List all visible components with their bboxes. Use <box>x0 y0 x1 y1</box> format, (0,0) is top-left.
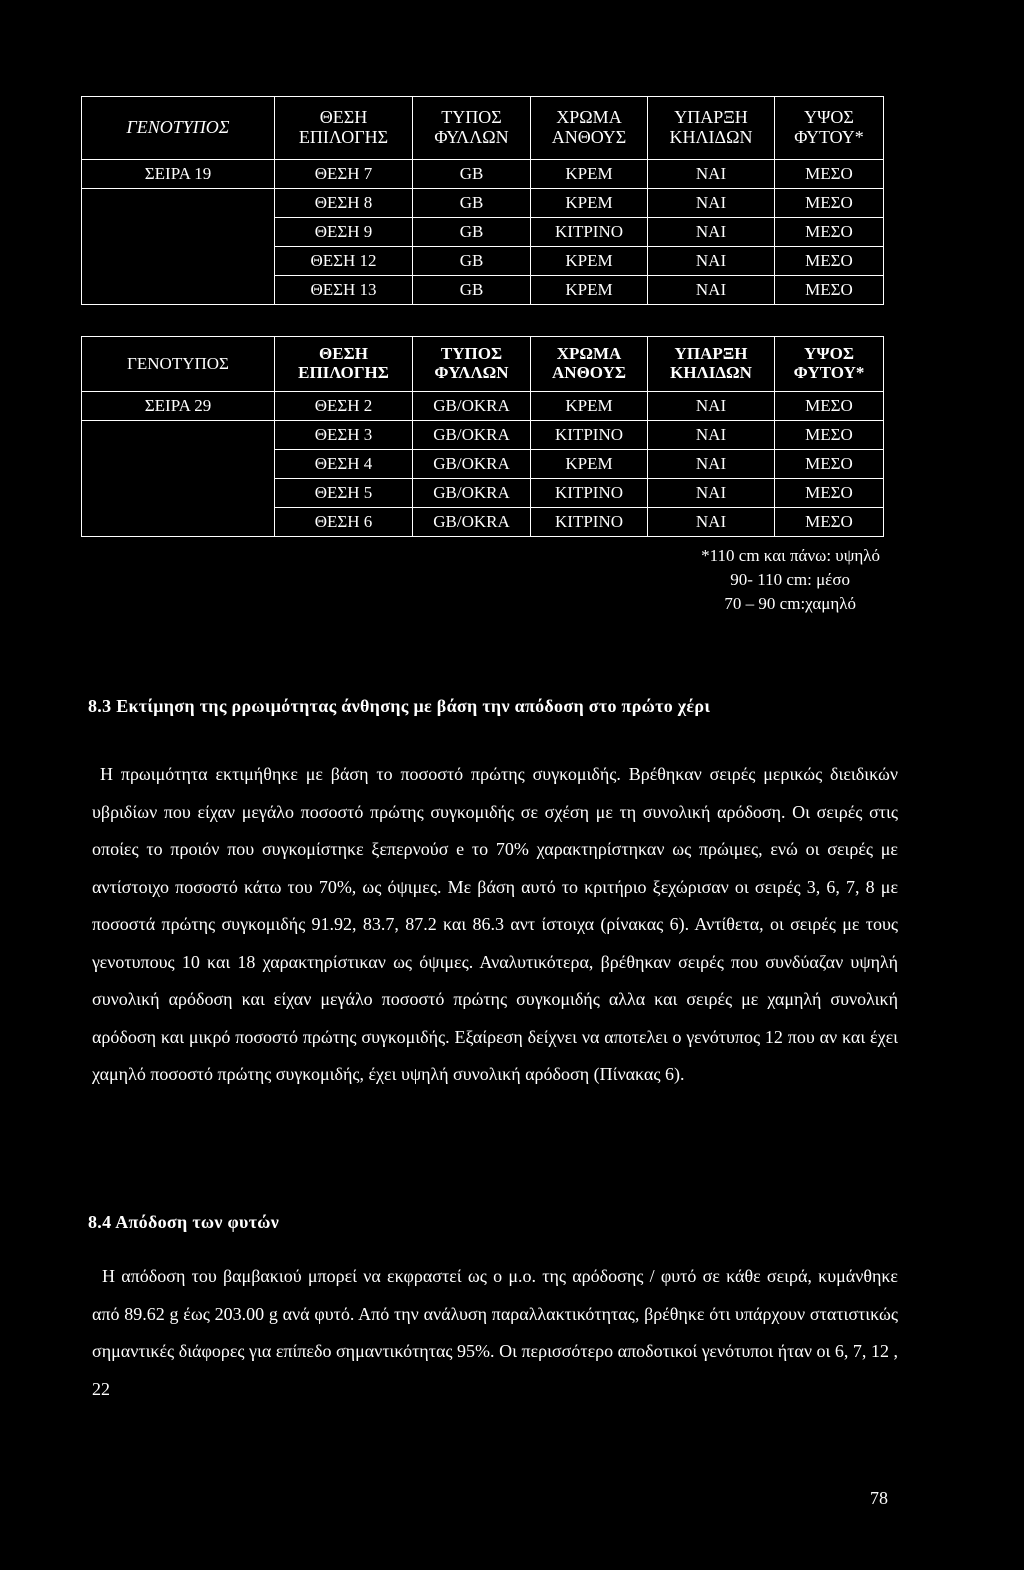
cell-genotype <box>82 479 275 508</box>
table-row <box>82 247 884 276</box>
table-row <box>82 508 884 537</box>
cell-spots: ΝΑΙ <box>648 479 775 508</box>
cell-height: ΜΕΣΟ <box>775 450 884 479</box>
header-flower-color: ΧΡΩΜΑ ΑΝΘΟΥΣ <box>531 97 648 160</box>
header-selection-position: ΘΕΣΗ ΕΠΙΛΟΓΗΣ <box>275 97 413 160</box>
section-heading-plant-yield: 8.4 Απόδοση των φυτών <box>88 1212 280 1232</box>
cell-height: ΜΕΣΟ <box>775 218 884 247</box>
cell-spots: ΝΑΙ <box>648 421 775 450</box>
cell-flower-color: ΚΙΤΡΙΝΟ <box>531 508 648 537</box>
header-spots-presence: ΥΠΑΡΞΗ ΚΗΛΙΔΩΝ <box>648 337 775 392</box>
cell-spots: ΝΑΙ <box>648 160 775 189</box>
footnote-line-medium: 90- 110 cm: μέσο <box>730 570 850 589</box>
cell-position: ΘΕΣΗ 8 <box>275 189 413 218</box>
header-leaf-type: ΤΥΠΟΣ ΦΥΛΛΩΝ <box>413 97 531 160</box>
cell-genotype <box>82 450 275 479</box>
table-row <box>82 392 884 421</box>
cell-position: ΘΕΣΗ 9 <box>275 218 413 247</box>
table-row <box>82 479 884 508</box>
cell-leaf-type: GB/OKRA <box>413 421 531 450</box>
cell-height: ΜΕΣΟ <box>775 160 884 189</box>
cell-leaf-type: GB/OKRA <box>413 479 531 508</box>
cell-height: ΜΕΣΟ <box>775 421 884 450</box>
cell-flower-color: ΚΙΤΡΙΝΟ <box>531 218 648 247</box>
genotype-table-2 <box>81 336 884 537</box>
cell-flower-color: ΚΡΕΜ <box>531 450 648 479</box>
header-flower-color: ΧΡΩΜΑ ΑΝΘΟΥΣ <box>531 337 648 392</box>
table-header-row <box>82 337 884 392</box>
section-paragraph-plant-yield: Η απόδοση του βαμβακιού μπορεί να εκφραστεί ως ο μ.ο. της αρόδοσης / φυτό σε κάθε σειρά, κυμάνθηκε από 89.62 g έως 203.00 g ανά φυτό. Από την ανάλυση παραλλακτικότητας, βρέθηκε ότι υπάρχουν στατιστικώς σημαντικές διάφορες για επίπεδο σημαντικότητας 95%. Οι περισσότερο αποδοτικοί γενότυποι ήταν οι 6, 7, 12 , 22 <box>92 1266 898 1399</box>
cell-spots: ΝΑΙ <box>648 189 775 218</box>
cell-genotype: ΣΕΙΡΑ 29 <box>82 392 275 421</box>
cell-position: ΘΕΣΗ 7 <box>275 160 413 189</box>
table-row <box>82 218 884 247</box>
cell-flower-color: ΚΡΕΜ <box>531 276 648 305</box>
cell-height: ΜΕΣΟ <box>775 508 884 537</box>
header-plant-height: ΥΨΟΣ ΦΥΤΟΥ* <box>775 337 884 392</box>
header-genotype: ΓΕΝΟΤΥΠΟΣ <box>82 337 275 392</box>
cell-position: ΘΕΣΗ 13 <box>275 276 413 305</box>
cell-spots: ΝΑΙ <box>648 508 775 537</box>
cell-leaf-type: GB/OKRA <box>413 508 531 537</box>
cell-spots: ΝΑΙ <box>648 218 775 247</box>
header-spots-presence: ΥΠΑΡΞΗ ΚΗΛΙΔΩΝ <box>648 97 775 160</box>
cell-height: ΜΕΣΟ <box>775 189 884 218</box>
cell-height: ΜΕΣΟ <box>775 276 884 305</box>
footnote-line-low: 70 – 90 cm:χαμηλό <box>724 594 856 613</box>
page-number: 78 <box>870 1488 888 1508</box>
cell-genotype <box>82 421 275 450</box>
footnote-line-high: *110 cm και πάνω: υψηλό <box>701 546 880 565</box>
table-row <box>82 450 884 479</box>
cell-flower-color: ΚΙΤΡΙΝΟ <box>531 421 648 450</box>
cell-leaf-type: GB <box>413 160 531 189</box>
table-header-row <box>82 97 884 160</box>
cell-spots: ΝΑΙ <box>648 392 775 421</box>
cell-spots: ΝΑΙ <box>648 450 775 479</box>
genotype-table-1 <box>81 96 884 305</box>
table-row <box>82 189 884 218</box>
cell-genotype <box>82 247 275 276</box>
cell-genotype: ΣΕΙΡΑ 19 <box>82 160 275 189</box>
header-leaf-type: ΤΥΠΟΣ ΦΥΛΛΩΝ <box>413 337 531 392</box>
cell-spots: ΝΑΙ <box>648 276 775 305</box>
cell-position: ΘΕΣΗ 6 <box>275 508 413 537</box>
section-heading-earliness: 8.3 Εκτίμηση της ρρωιμότητας άνθησης με βάση την απόδοση στο πρώτο χέρι <box>88 696 711 716</box>
cell-leaf-type: GB <box>413 218 531 247</box>
cell-genotype <box>82 218 275 247</box>
section-paragraph-earliness: Η πρωιμότητα εκτιμήθηκε με βάση το ποσοστό πρώτης συγκομιδής. Βρέθηκαν σειρές μερικώς διειδικών υβριδίων που είχαν μεγάλο ποσοστό πρώτης συγκομιδής σε σχέση με τη συνολική αρόδοση. Οι σειρές στις οποίες το προιόν που συγκομίστηκε ξεπερνούσ e το 70% χαρακτηρίστηκαν ως πρώιμες, ενώ οι σειρές με αντίστοιχο ποσοστό κάτω του 70%, ως όψιμες. Με βάση αυτό το κριτήριο ξεχώρισαν οι σειρές 3, 6, 7, 8 με ποσοστά πρώτης συγκομιδής 91.92, 83.7, 87.2 και 86.3 αντ ίστοιχα (ρίνακας 6). Αντίθετα, οι σειρές με τους γενοτυπους 10 και 18 χαρακτηρίστικαν ως όψιμες. Αναλυτικότερα, βρέθηκαν σειρές που συνδύαζαν υψηλή συνολική αρόδοση και είχαν μεγάλο ποσοστό πρώτης συγκομιδής αλλα και σειρές με χαμηλή συνολική αρόδοση και μικρό ποσοστό πρώτης συγκομιδής. Εξαίρεση δείχνει να αποτελει ο γενότυπος 12 που αν και έχει χαμηλό ποσοστό πρώτης συγκομιδής, έχει υψηλή συνολική αρόδοση (Πίνακας 6). <box>92 764 898 1084</box>
cell-position: ΘΕΣΗ 3 <box>275 421 413 450</box>
header-selection-position: ΘΕΣΗ ΕΠΙΛΟΓΗΣ <box>275 337 413 392</box>
cell-position: ΘΕΣΗ 12 <box>275 247 413 276</box>
table-row <box>82 160 884 189</box>
cell-flower-color: ΚΡΕΜ <box>531 160 648 189</box>
table-row <box>82 421 884 450</box>
cell-spots: ΝΑΙ <box>648 247 775 276</box>
cell-height: ΜΕΣΟ <box>775 479 884 508</box>
cell-position: ΘΕΣΗ 4 <box>275 450 413 479</box>
header-genotype: ΓΕΝΟΤΥΠΟΣ <box>82 97 275 160</box>
cell-height: ΜΕΣΟ <box>775 247 884 276</box>
cell-flower-color: ΚΡΕΜ <box>531 247 648 276</box>
cell-genotype <box>82 276 275 305</box>
cell-flower-color: ΚΙΤΡΙΝΟ <box>531 479 648 508</box>
height-footnote <box>560 544 880 616</box>
cell-position: ΘΕΣΗ 5 <box>275 479 413 508</box>
cell-leaf-type: GB <box>413 189 531 218</box>
cell-leaf-type: GB/OKRA <box>413 392 531 421</box>
cell-leaf-type: GB <box>413 276 531 305</box>
cell-genotype <box>82 508 275 537</box>
cell-position: ΘΕΣΗ 2 <box>275 392 413 421</box>
cell-leaf-type: GB/OKRA <box>413 450 531 479</box>
cell-flower-color: ΚΡΕΜ <box>531 392 648 421</box>
cell-genotype <box>82 189 275 218</box>
cell-height: ΜΕΣΟ <box>775 392 884 421</box>
table-row <box>82 276 884 305</box>
cell-leaf-type: GB <box>413 247 531 276</box>
cell-flower-color: ΚΡΕΜ <box>531 189 648 218</box>
header-plant-height: ΥΨΟΣ ΦΥΤΟΥ* <box>775 97 884 160</box>
